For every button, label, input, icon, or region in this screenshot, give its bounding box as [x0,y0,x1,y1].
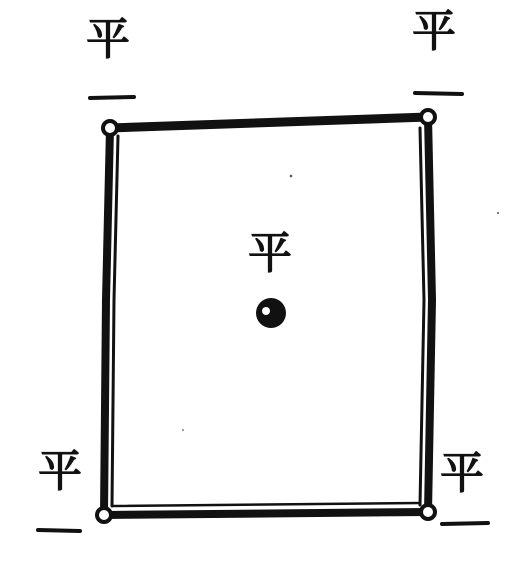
paper-specks [182,175,499,431]
speck [290,175,293,178]
frame-left-edge [104,128,110,515]
underline-bottom-right [442,523,488,524]
frame-bottom-edge [104,512,428,515]
underline-bottom-left [38,530,80,531]
frame-top-edge [110,117,428,128]
label-bottom-right: 平 [440,448,484,499]
center-dot [256,298,286,328]
label-bottom-left: 平 [38,446,82,497]
vertex-bottom-right [421,505,435,519]
underline-top-right [415,93,462,94]
frame-bottom-edge-inner [112,503,420,506]
underline-top-left [90,97,134,98]
frame-left-edge-inner [112,136,118,506]
center-dot-highlight [262,307,270,315]
frame-right-edge-inner [420,128,424,505]
vertex-bottom-left [97,508,111,522]
label-top-left: 平 [86,14,130,65]
vertex-top-left [103,121,117,135]
label-center: 平 [248,228,292,279]
speck [497,212,499,214]
label-top-right: 平 [412,6,456,57]
vertex-top-right [421,110,435,124]
speck [182,429,184,431]
